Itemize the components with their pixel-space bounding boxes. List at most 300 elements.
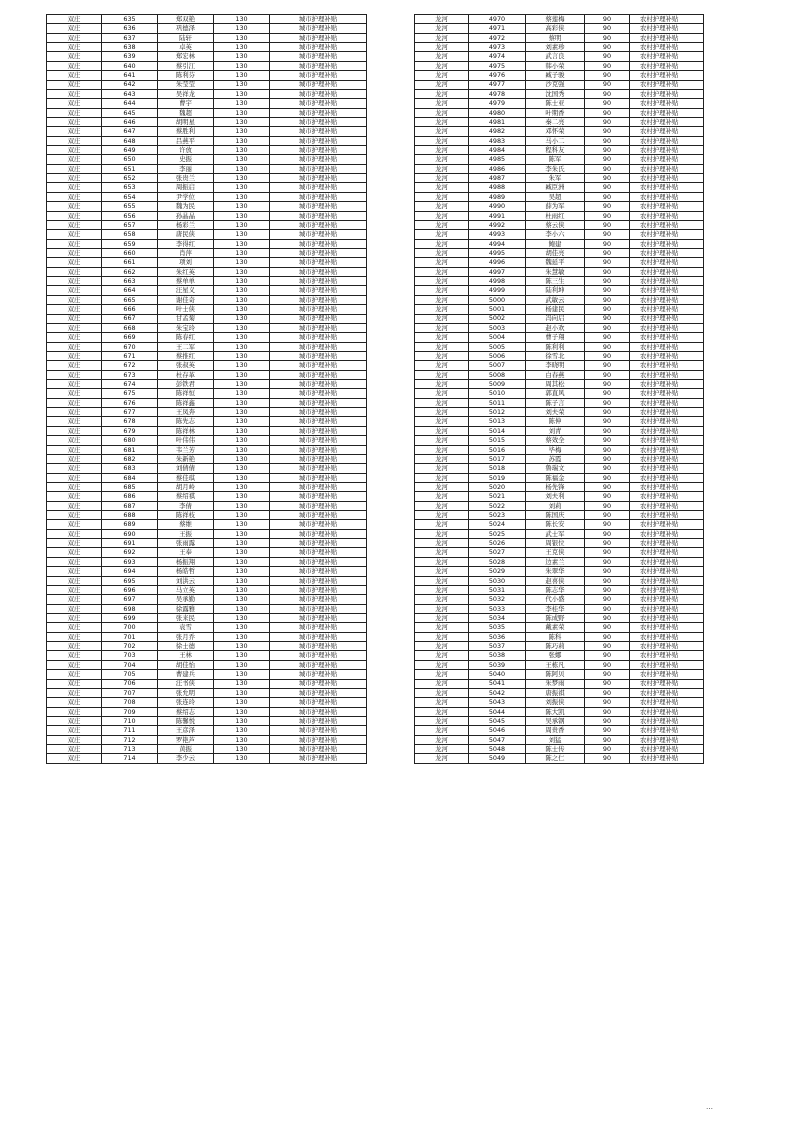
amount-cell: 90: [585, 61, 630, 70]
serial-number-cell: 702: [102, 642, 158, 651]
right-subsidy-table: [414, 14, 704, 764]
amount-cell: 130: [214, 576, 270, 585]
amount-cell: 90: [585, 164, 630, 173]
table-row: [415, 136, 704, 145]
subsidy-type-cell: 农村护理补贴: [630, 473, 704, 482]
subsidy-type-cell: 农村护理补贴: [630, 660, 704, 669]
subsidy-type-cell: 农村护理补贴: [630, 539, 704, 548]
amount-cell: 90: [585, 417, 630, 426]
amount-cell: 130: [214, 707, 270, 716]
district-cell: 双庄: [47, 576, 102, 585]
amount-cell: 130: [214, 136, 270, 145]
name-cell: 张雨露: [158, 539, 214, 548]
name-cell: 陈成野: [526, 614, 585, 623]
name-cell: 赵喜侠: [526, 576, 585, 585]
amount-cell: 130: [214, 342, 270, 351]
subsidy-type-cell: 农村护理补贴: [630, 698, 704, 707]
serial-number-cell: 5032: [469, 595, 526, 604]
name-cell: 周其松: [526, 380, 585, 389]
name-cell: 魏延平: [526, 258, 585, 267]
amount-cell: 130: [214, 305, 270, 314]
serial-number-cell: 695: [102, 576, 158, 585]
district-cell: 龙河: [415, 520, 469, 529]
amount-cell: 90: [585, 33, 630, 42]
district-cell: 双庄: [47, 707, 102, 716]
table-row: [47, 323, 367, 332]
table-row: [47, 595, 367, 604]
subsidy-type-cell: 农村护理补贴: [630, 735, 704, 744]
amount-cell: 90: [585, 389, 630, 398]
amount-cell: 130: [214, 52, 270, 61]
district-cell: 双庄: [47, 520, 102, 529]
amount-cell: 90: [585, 202, 630, 211]
district-cell: 龙河: [415, 614, 469, 623]
subsidy-type-cell: 农村护理补贴: [630, 15, 704, 24]
amount-cell: 90: [585, 642, 630, 651]
table-row: [415, 286, 704, 295]
serial-number-cell: 664: [102, 286, 158, 295]
name-cell: 唐民侠: [158, 230, 214, 239]
amount-cell: 130: [214, 230, 270, 239]
subsidy-type-cell: 农村护理补贴: [630, 117, 704, 126]
amount-cell: 130: [214, 183, 270, 192]
table-row: [47, 295, 367, 304]
amount-cell: 90: [585, 604, 630, 613]
table-row: [415, 548, 704, 557]
subsidy-type-cell: 城市护理补贴: [270, 389, 367, 398]
name-cell: 陈祥枝: [158, 511, 214, 520]
subsidy-type-cell: 城市护理补贴: [270, 679, 367, 688]
amount-cell: 130: [214, 520, 270, 529]
table-row: [47, 380, 367, 389]
amount-cell: 90: [585, 595, 630, 604]
table-row: [47, 726, 367, 735]
name-cell: 蔡云侠: [526, 220, 585, 229]
table-row: [415, 660, 704, 669]
table-row: [47, 136, 367, 145]
name-cell: 朱宝玲: [158, 323, 214, 332]
serial-number-cell: 5041: [469, 679, 526, 688]
table-row: [415, 679, 704, 688]
district-cell: 双庄: [47, 604, 102, 613]
serial-number-cell: 5043: [469, 698, 526, 707]
subsidy-type-cell: 城市护理补贴: [270, 567, 367, 576]
name-cell: 杨先锋: [526, 482, 585, 491]
name-cell: 李丽: [158, 164, 214, 173]
subsidy-type-cell: 城市护理补贴: [270, 286, 367, 295]
serial-number-cell: 671: [102, 351, 158, 360]
serial-number-cell: 5003: [469, 323, 526, 332]
subsidy-type-cell: 农村护理补贴: [630, 688, 704, 697]
table-row: [47, 370, 367, 379]
serial-number-cell: 4978: [469, 89, 526, 98]
name-cell: 朱莹莹: [158, 80, 214, 89]
name-cell: 吴祥龙: [158, 89, 214, 98]
table-row: [47, 248, 367, 257]
table-row: [415, 707, 704, 716]
subsidy-type-cell: 农村护理补贴: [630, 511, 704, 520]
serial-number-cell: 638: [102, 43, 158, 52]
amount-cell: 90: [585, 258, 630, 267]
name-cell: 边素兰: [526, 557, 585, 566]
amount-cell: 130: [214, 398, 270, 407]
subsidy-type-cell: 农村护理补贴: [630, 548, 704, 557]
amount-cell: 90: [585, 239, 630, 248]
right-table-body: [415, 15, 704, 764]
subsidy-type-cell: 农村护理补贴: [630, 248, 704, 257]
subsidy-type-cell: 城市护理补贴: [270, 305, 367, 314]
serial-number-cell: 680: [102, 436, 158, 445]
serial-number-cell: 4975: [469, 61, 526, 70]
amount-cell: 130: [214, 642, 270, 651]
table-row: [415, 174, 704, 183]
district-cell: 双庄: [47, 745, 102, 754]
district-cell: 龙河: [415, 501, 469, 510]
amount-cell: 90: [585, 529, 630, 538]
table-row: [47, 155, 367, 164]
subsidy-type-cell: 农村护理补贴: [630, 389, 704, 398]
left-table-body: [47, 15, 367, 764]
table-row: [47, 492, 367, 501]
amount-cell: 130: [214, 108, 270, 117]
name-cell: 李得红: [158, 239, 214, 248]
table-row: [415, 670, 704, 679]
name-cell: 陆轩: [158, 33, 214, 42]
name-cell: 蔡效全: [526, 436, 585, 445]
amount-cell: 130: [214, 164, 270, 173]
subsidy-type-cell: 农村护理补贴: [630, 286, 704, 295]
district-cell: 龙河: [415, 239, 469, 248]
district-cell: 双庄: [47, 220, 102, 229]
subsidy-type-cell: 农村护理补贴: [630, 642, 704, 651]
district-cell: 双庄: [47, 454, 102, 463]
serial-number-cell: 696: [102, 585, 158, 594]
serial-number-cell: 676: [102, 398, 158, 407]
table-row: [47, 61, 367, 70]
table-row: [47, 735, 367, 744]
district-cell: 龙河: [415, 595, 469, 604]
subsidy-type-cell: 城市护理补贴: [270, 108, 367, 117]
district-cell: 龙河: [415, 389, 469, 398]
district-cell: 龙河: [415, 192, 469, 201]
serial-number-cell: 646: [102, 117, 158, 126]
district-cell: 双庄: [47, 716, 102, 725]
name-cell: 赵小欢: [526, 323, 585, 332]
district-cell: 龙河: [415, 426, 469, 435]
name-cell: 魏为民: [158, 202, 214, 211]
amount-cell: 130: [214, 464, 270, 473]
table-row: [47, 688, 367, 697]
subsidy-type-cell: 城市护理补贴: [270, 24, 367, 33]
district-cell: 龙河: [415, 735, 469, 744]
table-row: [415, 726, 704, 735]
amount-cell: 130: [214, 15, 270, 24]
amount-cell: 130: [214, 89, 270, 98]
serial-number-cell: 5019: [469, 473, 526, 482]
table-row: [47, 567, 367, 576]
district-cell: 双庄: [47, 557, 102, 566]
amount-cell: 130: [214, 127, 270, 136]
amount-cell: 130: [214, 501, 270, 510]
amount-cell: 90: [585, 660, 630, 669]
name-cell: 汪书侠: [158, 679, 214, 688]
serial-number-cell: 714: [102, 754, 158, 763]
amount-cell: 90: [585, 688, 630, 697]
table-row: [415, 164, 704, 173]
name-cell: 蔡绍志: [158, 707, 214, 716]
district-cell: 双庄: [47, 248, 102, 257]
subsidy-type-cell: 农村护理补贴: [630, 174, 704, 183]
table-row: [415, 230, 704, 239]
amount-cell: 90: [585, 398, 630, 407]
subsidy-type-cell: 城市护理补贴: [270, 716, 367, 725]
table-row: [415, 632, 704, 641]
name-cell: 曹宇: [158, 99, 214, 108]
name-cell: 张娜: [526, 651, 585, 660]
serial-number-cell: 5034: [469, 614, 526, 623]
table-row: [415, 333, 704, 342]
name-cell: 刘青: [526, 426, 585, 435]
table-row: [415, 277, 704, 286]
district-cell: 龙河: [415, 164, 469, 173]
table-row: [47, 464, 367, 473]
serial-number-cell: 662: [102, 267, 158, 276]
district-cell: 双庄: [47, 267, 102, 276]
amount-cell: 90: [585, 745, 630, 754]
amount-cell: 130: [214, 492, 270, 501]
name-cell: 刘倩倩: [158, 464, 214, 473]
district-cell: 双庄: [47, 473, 102, 482]
subsidy-type-cell: 城市护理补贴: [270, 164, 367, 173]
name-cell: 黄振: [158, 745, 214, 754]
serial-number-cell: 685: [102, 482, 158, 491]
subsidy-type-cell: 城市护理补贴: [270, 417, 367, 426]
subsidy-type-cell: 城市护理补贴: [270, 520, 367, 529]
name-cell: 陈祥林: [158, 426, 214, 435]
district-cell: 双庄: [47, 436, 102, 445]
table-row: [415, 576, 704, 585]
table-row: [47, 108, 367, 117]
district-cell: 龙河: [415, 398, 469, 407]
amount-cell: 90: [585, 698, 630, 707]
district-cell: 双庄: [47, 408, 102, 417]
subsidy-type-cell: 城市护理补贴: [270, 548, 367, 557]
serial-number-cell: 5030: [469, 576, 526, 585]
amount-cell: 130: [214, 679, 270, 688]
amount-cell: 90: [585, 277, 630, 286]
table-row: [47, 614, 367, 623]
name-cell: 谢佳奇: [158, 295, 214, 304]
district-cell: 双庄: [47, 670, 102, 679]
name-cell: 卓英: [158, 43, 214, 52]
district-cell: 双庄: [47, 192, 102, 201]
district-cell: 双庄: [47, 398, 102, 407]
table-row: [415, 24, 704, 33]
table-row: [47, 361, 367, 370]
subsidy-type-cell: 城市护理补贴: [270, 670, 367, 679]
name-cell: 张来民: [158, 614, 214, 623]
table-row: [415, 688, 704, 697]
subsidy-type-cell: 城市护理补贴: [270, 295, 367, 304]
table-row: [415, 520, 704, 529]
table-row: [47, 220, 367, 229]
district-cell: 龙河: [415, 183, 469, 192]
name-cell: 陆利坤: [526, 286, 585, 295]
subsidy-type-cell: 城市护理补贴: [270, 99, 367, 108]
serial-number-cell: 653: [102, 183, 158, 192]
subsidy-type-cell: 农村护理补贴: [630, 146, 704, 155]
amount-cell: 90: [585, 248, 630, 257]
serial-number-cell: 693: [102, 557, 158, 566]
serial-number-cell: 699: [102, 614, 158, 623]
subsidy-type-cell: 农村护理补贴: [630, 127, 704, 136]
subsidy-type-cell: 城市护理补贴: [270, 127, 367, 136]
amount-cell: 130: [214, 389, 270, 398]
district-cell: 龙河: [415, 248, 469, 257]
name-cell: 程科友: [526, 146, 585, 155]
name-cell: 刘素珍: [526, 43, 585, 52]
name-cell: 陈阿贝: [526, 670, 585, 679]
name-cell: 鲍建: [526, 239, 585, 248]
name-cell: 蔡明: [526, 33, 585, 42]
serial-number-cell: 5020: [469, 482, 526, 491]
serial-number-cell: 5008: [469, 370, 526, 379]
district-cell: 龙河: [415, 146, 469, 155]
serial-number-cell: 4973: [469, 43, 526, 52]
serial-number-cell: 681: [102, 445, 158, 454]
serial-number-cell: 704: [102, 660, 158, 669]
district-cell: 龙河: [415, 258, 469, 267]
serial-number-cell: 5031: [469, 585, 526, 594]
table-row: [47, 99, 367, 108]
table-row: [47, 679, 367, 688]
district-cell: 双庄: [47, 511, 102, 520]
amount-cell: 130: [214, 726, 270, 735]
amount-cell: 90: [585, 707, 630, 716]
district-cell: 龙河: [415, 361, 469, 370]
table-row: [47, 127, 367, 136]
district-cell: 龙河: [415, 492, 469, 501]
district-cell: 龙河: [415, 71, 469, 80]
subsidy-type-cell: 城市护理补贴: [270, 80, 367, 89]
serial-number-cell: 687: [102, 501, 158, 510]
amount-cell: 90: [585, 127, 630, 136]
serial-number-cell: 5039: [469, 660, 526, 669]
name-cell: 陈国庆: [526, 511, 585, 520]
name-cell: 蔡胜利: [158, 127, 214, 136]
amount-cell: 130: [214, 651, 270, 660]
subsidy-type-cell: 城市护理补贴: [270, 117, 367, 126]
amount-cell: 90: [585, 80, 630, 89]
name-cell: 蔡推红: [158, 351, 214, 360]
serial-number-cell: 5013: [469, 417, 526, 426]
table-row: [415, 146, 704, 155]
serial-number-cell: 639: [102, 52, 158, 61]
district-cell: 双庄: [47, 529, 102, 538]
subsidy-type-cell: 城市护理补贴: [270, 380, 367, 389]
table-row: [47, 670, 367, 679]
subsidy-type-cell: 城市护理补贴: [270, 192, 367, 201]
name-cell: 孙晶晶: [158, 211, 214, 220]
district-cell: 双庄: [47, 277, 102, 286]
serial-number-cell: 5036: [469, 632, 526, 641]
district-cell: 龙河: [415, 698, 469, 707]
district-cell: 双庄: [47, 99, 102, 108]
serial-number-cell: 4988: [469, 183, 526, 192]
name-cell: 蔡佳琪: [158, 473, 214, 482]
table-row: [47, 164, 367, 173]
district-cell: 双庄: [47, 155, 102, 164]
name-cell: 陈祥鑫: [158, 398, 214, 407]
district-cell: 龙河: [415, 342, 469, 351]
amount-cell: 130: [214, 735, 270, 744]
district-cell: 双庄: [47, 239, 102, 248]
serial-number-cell: 641: [102, 71, 158, 80]
serial-number-cell: 5007: [469, 361, 526, 370]
district-cell: 龙河: [415, 230, 469, 239]
district-cell: 龙河: [415, 688, 469, 697]
subsidy-type-cell: 农村护理补贴: [630, 670, 704, 679]
subsidy-type-cell: 农村护理补贴: [630, 445, 704, 454]
serial-number-cell: 644: [102, 99, 158, 108]
amount-cell: 90: [585, 174, 630, 183]
subsidy-type-cell: 农村护理补贴: [630, 454, 704, 463]
district-cell: 龙河: [415, 445, 469, 454]
serial-number-cell: 648: [102, 136, 158, 145]
name-cell: 李小六: [526, 230, 585, 239]
district-cell: 龙河: [415, 380, 469, 389]
amount-cell: 90: [585, 614, 630, 623]
amount-cell: 130: [214, 670, 270, 679]
subsidy-type-cell: 农村护理补贴: [630, 707, 704, 716]
amount-cell: 90: [585, 267, 630, 276]
serial-number-cell: 4989: [469, 192, 526, 201]
district-cell: 双庄: [47, 380, 102, 389]
name-cell: 刘夫利: [526, 492, 585, 501]
subsidy-type-cell: 城市护理补贴: [270, 529, 367, 538]
serial-number-cell: 654: [102, 192, 158, 201]
district-cell: 双庄: [47, 174, 102, 183]
subsidy-type-cell: 城市护理补贴: [270, 183, 367, 192]
name-cell: 胡佳怡: [158, 660, 214, 669]
district-cell: 双庄: [47, 361, 102, 370]
district-cell: 龙河: [415, 127, 469, 136]
amount-cell: 130: [214, 660, 270, 669]
serial-number-cell: 686: [102, 492, 158, 501]
subsidy-type-cell: 城市护理补贴: [270, 426, 367, 435]
serial-number-cell: 700: [102, 623, 158, 632]
table-row: [415, 220, 704, 229]
amount-cell: 90: [585, 454, 630, 463]
district-cell: 双庄: [47, 43, 102, 52]
subsidy-type-cell: 农村护理补贴: [630, 417, 704, 426]
district-cell: 龙河: [415, 202, 469, 211]
district-cell: 双庄: [47, 164, 102, 173]
amount-cell: 130: [214, 408, 270, 417]
table-row: [415, 623, 704, 632]
name-cell: 陈祥恒: [158, 389, 214, 398]
table-row: [47, 351, 367, 360]
district-cell: 龙河: [415, 576, 469, 585]
table-row: [47, 258, 367, 267]
subsidy-type-cell: 农村护理补贴: [630, 614, 704, 623]
district-cell: 龙河: [415, 604, 469, 613]
subsidy-type-cell: 农村护理补贴: [630, 277, 704, 286]
amount-cell: 90: [585, 473, 630, 482]
district-cell: 双庄: [47, 585, 102, 594]
name-cell: 张允明: [158, 688, 214, 697]
amount-cell: 130: [214, 688, 270, 697]
